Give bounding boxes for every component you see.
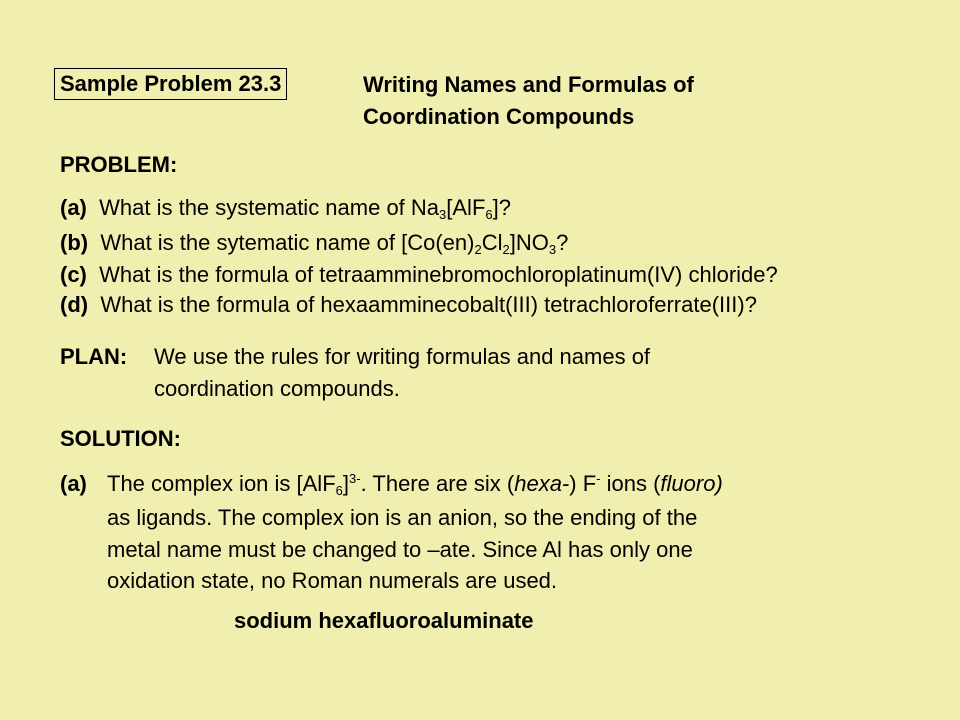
- question-a-text: What is the systematic name of $Na_3[AlF_6]$?: [99, 195, 511, 222]
- question-a-label: (a): [60, 195, 87, 220]
- title-line-2: Coordination Compounds: [363, 104, 635, 129]
- question-a: [60, 194, 511, 222]
- question-d-label: (d): [60, 292, 89, 317]
- question-b: [60, 229, 568, 257]
- question-d: [60, 291, 757, 319]
- solution-a-label: (a): [60, 471, 87, 496]
- question-c: [60, 261, 778, 289]
- solution-heading: SOLUTION:: [60, 426, 181, 451]
- sample-problem-label: Sample Problem 23.3: [54, 68, 287, 100]
- question-d-text: What is the formula of hexaamminecobalt(III) tetrachloroferrate(III)?: [100, 292, 757, 317]
- solution-line-3: metal name must be changed to –ate. Since Al has only one: [107, 537, 693, 562]
- question-b-text: What is the sytematic name of $[Co(en)_2Cl_2]NO_3$?: [100, 230, 569, 257]
- solution-line-2: as ligands. The complex ion is an anion, so the ending of the: [107, 505, 698, 530]
- question-b-label: (b): [60, 230, 89, 255]
- answer: sodium hexafluoroaluminate: [234, 608, 534, 633]
- solution-line-4: oxidation state, no Roman numerals are used.: [107, 568, 558, 593]
- question-c-label: (c): [60, 262, 87, 287]
- plan-line-1: We use the rules for writing formulas and names of: [154, 344, 651, 369]
- plan-heading: PLAN:: [60, 344, 128, 369]
- problem-heading: PROBLEM:: [60, 152, 178, 177]
- solution-line-1: The complex ion is $[AlF_6]^{3-}$. There are six (hexa-) F- ions (fluoro): [107, 471, 723, 498]
- question-c-text: What is the formula of tetraamminebromochloroplatinum(IV) chloride?: [99, 262, 778, 287]
- title-line-1: Writing Names and Formulas of: [363, 72, 694, 97]
- plan-line-2: coordination compounds.: [154, 376, 400, 401]
